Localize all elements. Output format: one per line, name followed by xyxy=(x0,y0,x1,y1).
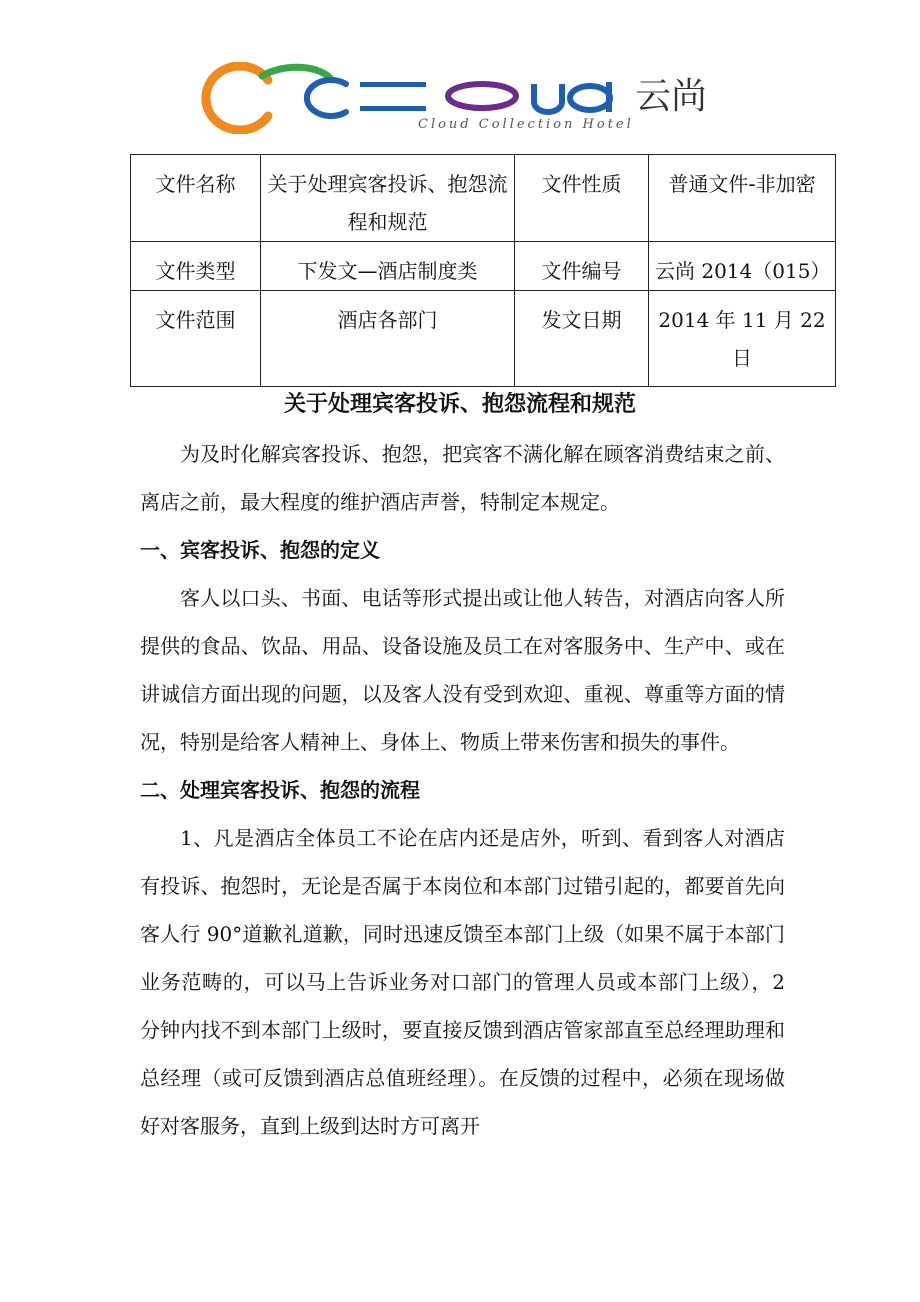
logo-tagline: Cloud Collection Hotel xyxy=(418,117,634,132)
label-doc-type: 文件类型 xyxy=(131,242,261,291)
section-2-item-1: 1、凡是酒店全体员工不论在店内还是店外，听到、看到客人对酒店有投诉、抱怨时，无论是否属于本岗位和本部门过错引起的，都要首先向客人行 90°道歉礼道歉，同时迅速反馈至本部门上级（如果不属于本部门业务范畴的，可以马上告诉业务对口部门的管理人员或本部门上级），2 分钟内找不到本部门上级时，要直接反馈到酒店管家部直至总经理助理和总经理（或可反馈到酒店总值班经理）。在反馈的过程中，必须在现场做好对客服务，直到上级到达时方可离开 xyxy=(140,826,785,1138)
label-doc-name: 文件名称 xyxy=(131,155,261,242)
logo-letter-d-bowl xyxy=(570,86,610,110)
table-row xyxy=(131,242,836,291)
logo-cn-mark: 云尚 xyxy=(635,76,708,117)
document-meta-table xyxy=(130,154,836,387)
logo-letter-d-stem xyxy=(606,82,612,112)
table-row xyxy=(131,155,836,242)
logo-letter-u xyxy=(534,84,562,112)
document-title: 关于处理宾客投诉、抱怨流程和规范 xyxy=(283,392,636,417)
value-doc-name: 关于处理宾客投诉、抱怨流程和规范 xyxy=(261,155,515,242)
logo-letter-o xyxy=(448,84,516,108)
hotel-logo xyxy=(190,62,730,134)
label-doc-nature: 文件性质 xyxy=(515,155,649,242)
section-1-heading: 一、宾客投诉、抱怨的定义 xyxy=(140,538,380,562)
label-issue-date: 发文日期 xyxy=(515,291,649,387)
logo-letter-l-top xyxy=(360,82,426,87)
value-issue-date: 2014 年 11 月 22 日 xyxy=(649,291,836,387)
cloud-logo-icon xyxy=(190,62,730,134)
table-row xyxy=(131,291,836,387)
logo-letter-c xyxy=(307,80,346,116)
intro-paragraph: 为及时化解宾客投诉、抱怨，把宾客不满化解在顾客消费结束之前、离店之前，最大程度的维护酒店声誉，特制定本规定。 xyxy=(140,442,785,514)
document-body xyxy=(140,430,785,1150)
value-doc-nature: 普通文件-非加密 xyxy=(649,155,836,242)
label-doc-scope: 文件范围 xyxy=(131,291,261,387)
value-doc-number: 云尚 2014（015） xyxy=(649,242,836,291)
logo-green-arc xyxy=(262,67,330,78)
value-doc-type: 下发文—酒店制度类 xyxy=(261,242,515,291)
label-doc-number: 文件编号 xyxy=(515,242,649,291)
value-doc-scope: 酒店各部门 xyxy=(261,291,515,387)
section-1-paragraph: 客人以口头、书面、电话等形式提出或让他人转告，对酒店向客人所提供的食品、饮品、用品、设备设施及员工在对客服务中、生产中、或在讲诚信方面出现的问题，以及客人没有受到欢迎、重视、尊重等方面的情况，特别是给客人精神上、身体上、物质上带来伤害和损失的事件。 xyxy=(140,586,785,754)
section-2-heading: 二、处理宾客投诉、抱怨的流程 xyxy=(140,778,420,802)
logo-letter-l-bottom xyxy=(360,106,426,111)
